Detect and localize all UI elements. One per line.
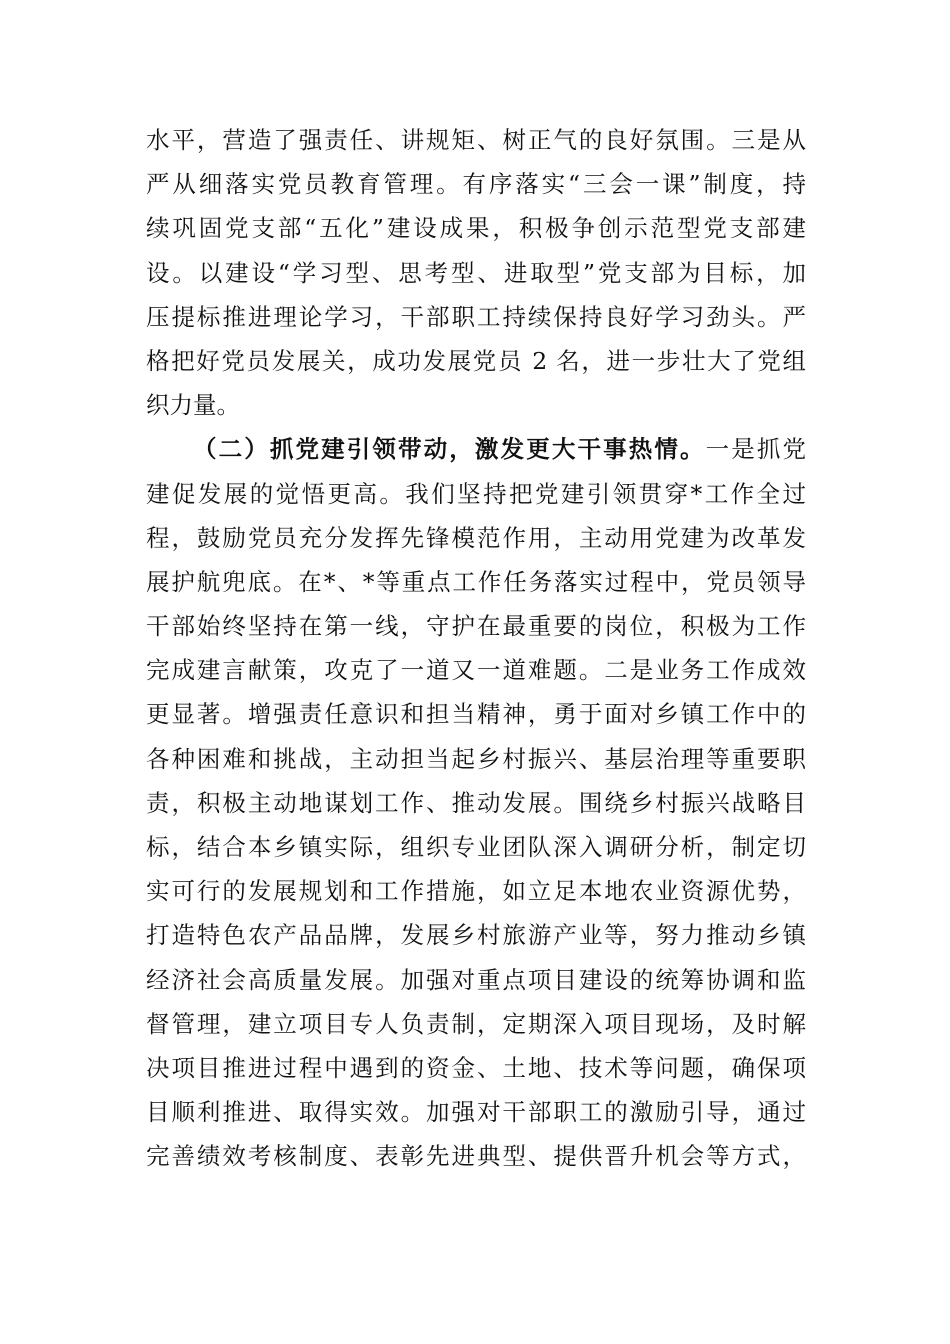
paragraph-line: 经济社会高质量发展。加强对重点项目建设的统筹协调和监: [146, 965, 806, 994]
paragraph-line: 续巩固党支部“五化”建设成果，积极争创示范型党支部建: [146, 214, 806, 243]
paragraph-line: 决项目推进过程中遇到的资金、土地、技术等问题，确保项: [146, 1053, 806, 1082]
paragraph-line: 更显著。增强责任意识和担当精神，勇于面对乡镇工作中的: [146, 700, 806, 729]
paragraph-line: 目顺利推进、取得实效。加强对干部职工的激励引导，通过: [146, 1098, 806, 1127]
paragraph-line: 严从细落实党员教育管理。有序落实“三会一课”制度，持: [146, 170, 806, 199]
paragraph-line: 展护航兜底。在*、*等重点工作任务落实过程中，党员领导: [146, 567, 806, 596]
paragraph-line: 水平，营造了强责任、讲规矩、树正气的良好氛围。三是从: [146, 126, 806, 154]
paragraph-line: 实可行的发展规划和工作措施，如立足本地农业资源优势，: [146, 877, 806, 906]
paragraph-line: 压提标推进理论学习，干部职工持续保持良好学习劲头。严: [146, 302, 806, 331]
paragraph-line: 完成建言献策，攻克了一道又一道难题。二是业务工作成效: [146, 656, 806, 685]
section-heading: （二）抓党建引领带动，激发更大干事热情。: [193, 435, 706, 464]
paragraph-line: 各种困难和挑战，主动担当起乡村振兴、基层治理等重要职: [146, 744, 806, 773]
paragraph-line: 格把好党员发展关，成功发展党员 2 名，进一步壮大了党组: [146, 346, 806, 375]
paragraph-line: 设。以建设“学习型、思考型、进取型”党支部为目标，加: [146, 258, 806, 287]
paragraph-line: 标，结合本乡镇实际，组织专业团队深入调研分析，制定切: [146, 833, 806, 861]
paragraph-line: 督管理，建立项目专人负责制，定期深入项目现场，及时解: [146, 1009, 806, 1038]
paragraph-line: 程，鼓励党员充分发挥先锋模范作用，主动用党建为改革发: [146, 523, 806, 552]
section-heading-continuation: 一是抓党: [705, 435, 807, 464]
paragraph-line: 建促发展的觉悟更高。我们坚持把党建引领贯穿*工作全过: [146, 479, 806, 508]
document-body: [146, 118, 806, 1179]
section-heading-line: [146, 427, 806, 471]
paragraph-line: 干部始终坚持在第一线，守护在最重要的岗位，积极为工作: [146, 612, 806, 641]
paragraph-line: 织力量。: [146, 391, 240, 420]
paragraph-line: 责，积极主动地谋划工作、推动发展。围绕乡村振兴战略目: [146, 788, 806, 817]
paragraph-line: 完善绩效考核制度、表彰先进典型、提供晋升机会等方式，: [146, 1142, 806, 1171]
paragraph-line: 打造特色农产品品牌，发展乡村旅游产业等，努力推动乡镇: [146, 921, 806, 950]
